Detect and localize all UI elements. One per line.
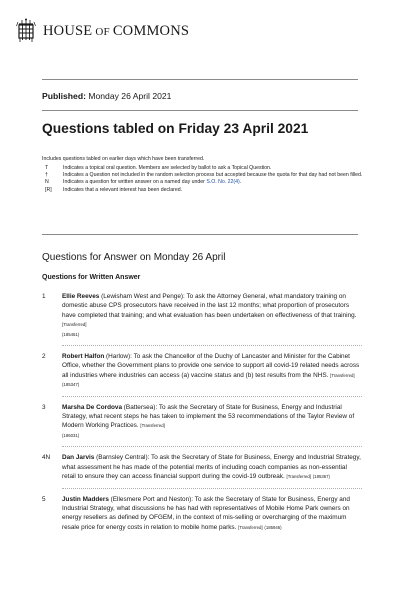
question-id: (185461) [62, 331, 80, 337]
member-name: Marsha De Cordova [62, 403, 123, 411]
member-name: Ellie Reeves [62, 293, 100, 300]
member-name: Dan Jarvis [62, 454, 95, 462]
question-separator [62, 446, 362, 447]
transferred-tag: [Transferred] [140, 423, 165, 429]
legend-row [42, 165, 372, 172]
question-text: (Harlow): To ask the Chancellor of the Duchy of Lancaster and Minister for the Cabinet Office, whether the Government plans to provide one service to support all covid-19 related needs across all industries where industries can access (a) vaccine status and (b) test results from the NHS. [62, 353, 360, 379]
question-body [62, 495, 362, 533]
transferred-tag: [Transferred] [62, 322, 87, 328]
question-body [62, 352, 362, 390]
top-divider [42, 79, 358, 80]
legend-row [42, 172, 372, 179]
question-number: 2 [42, 353, 46, 361]
section-divider [42, 234, 358, 235]
question-item [42, 403, 362, 441]
legend-symbol: † [45, 172, 48, 179]
legend-row [42, 179, 372, 186]
legend-text: Indicates a Question not included in the random selection process but accepted because the quota for that day had not been filled. [63, 172, 363, 179]
intro-text: Includes questions tabled on earlier days which have been transferred. [42, 156, 205, 162]
question-body [62, 403, 362, 441]
question-number: 3 [42, 403, 46, 411]
question-id: (185347) [62, 382, 80, 388]
question-text: (Barnsley Central): To ask the Secretary of State for Business, Energy and Industrial Strategy, what assessment he has made of the potential merits of including coach companies as non-essential retail to ensure they can access financial support during the covid-19 outbreak. [62, 454, 361, 481]
question-separator [62, 396, 362, 397]
question-body [62, 453, 362, 481]
title-divider [42, 110, 358, 111]
question-number: 4N [42, 454, 51, 462]
legend-text [63, 179, 372, 186]
legend-row [42, 187, 372, 194]
legend-text-part: Indicates a question for written answer on a named day under [63, 179, 207, 186]
legend-symbol: T [45, 165, 49, 171]
page-title: Questions tabled on Friday 23 April 2021 [42, 121, 309, 136]
published-line [42, 91, 171, 101]
published-date: Monday 26 April 2021 [88, 91, 172, 101]
question-separator [62, 345, 362, 346]
question-id: (186031) [62, 432, 80, 438]
question-number: 5 [42, 495, 46, 503]
question-id: (185946) [264, 524, 282, 530]
legend [42, 165, 372, 194]
question-list [42, 292, 362, 532]
legend-symbol: N [45, 179, 49, 186]
portcullis-icon [16, 18, 36, 44]
question-item [42, 495, 362, 533]
legend-symbol: [R] [45, 186, 52, 193]
question-item [42, 453, 362, 481]
member-name: Robert Halfon [62, 353, 105, 361]
question-item [42, 292, 362, 339]
question-separator [62, 488, 362, 489]
published-label: Published: [42, 91, 86, 101]
question-text: (Battersea): To ask the Secretary of State for Business, Energy and Industrial Strategy, what recent steps he has taken to implement the 53 recommendations of the Taylor Review of Modern Working Practices. [62, 403, 355, 430]
transferred-tag: [Transferred] [330, 372, 355, 378]
question-text: (Lewisham West and Penge): To ask the Attorney General, what mandatory training on domestic abuse CPS prosecutors have received in the last 12 months; what proportion of prosecutors have completed that training; and what evaluation has been undertaken on effectiveness of that training. [62, 293, 357, 319]
question-id: (185367) [312, 474, 330, 480]
transferred-tag: [Transferred] [238, 524, 263, 530]
legend-text: Indicates that a relevant interest has been declared. [63, 186, 183, 193]
legend-text: Indicates a topical oral question. Members are selected by ballot to ask a Topical Question. [63, 165, 272, 171]
question-text: (Ellesmere Port and Neston): To ask the Secretary of State for Business, Energy and Industrial Strategy, what discussions he has had with representatives of Mobile Home Park owners on energy resellers as defined by OFGEM, in the context of mis-selling or overcharging of the maximum resale price for energy costs in relation to mobile home parks. [62, 495, 350, 531]
sub-title: Questions for Written Answer [42, 274, 141, 281]
legend-text-end: . [239, 179, 242, 186]
house-of-commons-wordmark: HOUSE OF COMMONS [43, 22, 190, 39]
member-name: Justin Madders [62, 495, 109, 503]
standing-order-link[interactable]: S.O. No. 22(4) [206, 179, 240, 186]
section-title: Questions for Answer on Monday 26 April [42, 252, 226, 263]
house-of-commons-header [16, 14, 189, 48]
question-item [42, 352, 362, 390]
transferred-tag: [Transferred] [286, 474, 311, 480]
question-number: 1 [42, 293, 46, 300]
question-body [62, 292, 362, 339]
